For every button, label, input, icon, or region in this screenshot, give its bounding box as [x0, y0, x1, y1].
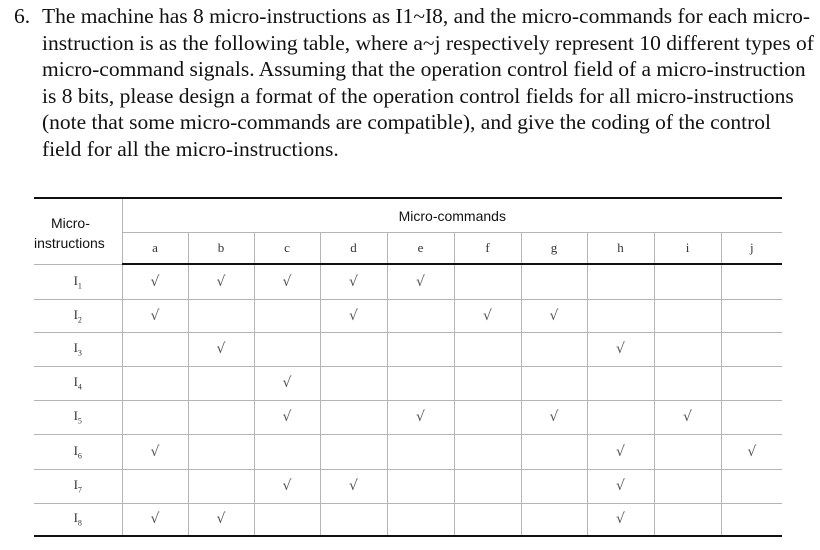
row-label — [34, 400, 122, 434]
cell-d — [320, 332, 387, 366]
column-header-d: d — [320, 233, 387, 265]
cell-a — [122, 366, 188, 400]
table-row — [34, 366, 782, 400]
check-mark-icon: √ — [150, 443, 160, 460]
row-label-letter: I — [73, 306, 78, 322]
micro-instructions-header-line2: instructions — [34, 235, 105, 252]
cell-g — [521, 332, 587, 366]
table-row — [34, 469, 782, 503]
cell-h — [587, 469, 654, 503]
check-mark-icon: √ — [282, 409, 292, 425]
check-mark-icon: √ — [282, 478, 292, 494]
check-mark-icon: √ — [747, 443, 757, 460]
row-label — [34, 264, 122, 299]
cell-e — [387, 400, 454, 434]
cell-f — [454, 366, 521, 400]
check-mark-icon: √ — [549, 307, 559, 324]
cell-c — [254, 503, 320, 536]
cell-e — [387, 299, 454, 332]
cell-c — [254, 400, 320, 434]
column-header-e: e — [387, 233, 454, 265]
micro-instructions-header-line1: Micro- — [51, 215, 90, 232]
check-mark-icon: √ — [616, 341, 625, 357]
cell-f — [454, 332, 521, 366]
cell-i — [654, 503, 721, 536]
cell-d — [320, 434, 387, 469]
cell-h — [587, 299, 654, 332]
table-row — [34, 332, 782, 366]
check-mark-icon: √ — [216, 511, 226, 528]
row-label-letter: I — [73, 408, 78, 424]
cell-i — [654, 469, 721, 503]
row-label-index: 2 — [77, 315, 82, 325]
cell-f — [454, 400, 521, 434]
cell-g — [521, 503, 587, 536]
cell-j — [721, 503, 782, 536]
check-mark-icon: √ — [216, 341, 226, 357]
check-mark-icon: √ — [349, 307, 358, 324]
cell-d — [320, 503, 387, 536]
micro-instructions-header — [34, 198, 122, 264]
question-block — [14, 3, 814, 163]
cell-i — [654, 332, 721, 366]
cell-j — [721, 299, 782, 332]
cell-a — [122, 469, 188, 503]
cell-a — [122, 400, 188, 434]
cell-h — [587, 366, 654, 400]
cell-i — [654, 400, 721, 434]
cell-d — [320, 264, 387, 299]
check-mark-icon: √ — [549, 409, 559, 425]
table-row — [34, 264, 782, 299]
row-label-index: 4 — [77, 382, 82, 392]
column-header-h: h — [587, 233, 654, 265]
check-mark-icon: √ — [616, 511, 625, 528]
row-label — [34, 434, 122, 469]
check-mark-icon: √ — [216, 273, 226, 290]
cell-a — [122, 332, 188, 366]
cell-e — [387, 332, 454, 366]
check-mark-icon: √ — [616, 478, 625, 494]
check-mark-icon: √ — [349, 478, 358, 494]
table-row — [34, 434, 782, 469]
row-label-letter: I — [73, 374, 78, 390]
cell-h — [587, 264, 654, 299]
cell-i — [654, 434, 721, 469]
question-number: 6. — [14, 4, 31, 28]
cell-g — [521, 366, 587, 400]
row-label — [34, 299, 122, 332]
check-mark-icon: √ — [616, 443, 625, 460]
column-header-g: g — [521, 233, 587, 265]
cell-f — [454, 299, 521, 332]
check-mark-icon: √ — [416, 409, 425, 425]
cell-c — [254, 434, 320, 469]
cell-f — [454, 503, 521, 536]
check-mark-icon: √ — [349, 273, 358, 290]
cell-g — [521, 299, 587, 332]
row-label-letter: I — [73, 477, 78, 493]
cell-j — [721, 469, 782, 503]
cell-c — [254, 299, 320, 332]
cell-i — [654, 264, 721, 299]
cell-b — [188, 503, 254, 536]
row-label-index: 5 — [77, 416, 82, 426]
check-mark-icon: √ — [150, 273, 160, 290]
cell-f — [454, 469, 521, 503]
check-mark-icon: √ — [282, 273, 292, 290]
cell-c — [254, 264, 320, 299]
cell-c — [254, 366, 320, 400]
row-label-letter: I — [73, 272, 78, 288]
check-mark-icon: √ — [282, 375, 292, 391]
cell-j — [721, 434, 782, 469]
cell-h — [587, 332, 654, 366]
check-mark-icon: √ — [150, 307, 160, 324]
cell-d — [320, 299, 387, 332]
row-label — [34, 469, 122, 503]
cell-e — [387, 469, 454, 503]
table-row — [34, 400, 782, 434]
cell-b — [188, 400, 254, 434]
cell-e — [387, 366, 454, 400]
column-header-i: i — [654, 233, 721, 265]
column-header-a: a — [122, 233, 188, 265]
column-header-j: j — [721, 233, 782, 265]
row-label — [34, 366, 122, 400]
row-label-letter: I — [73, 442, 78, 458]
cell-g — [521, 469, 587, 503]
micro-commands-header: Micro-commands — [122, 198, 782, 233]
cell-f — [454, 434, 521, 469]
cell-e — [387, 503, 454, 536]
cell-h — [587, 400, 654, 434]
cell-d — [320, 400, 387, 434]
cell-b — [188, 434, 254, 469]
column-letter-row — [34, 233, 782, 265]
cell-h — [587, 434, 654, 469]
cell-b — [188, 366, 254, 400]
cell-a — [122, 434, 188, 469]
cell-i — [654, 366, 721, 400]
row-label-letter: I — [73, 510, 78, 526]
row-label-index: 6 — [77, 451, 82, 461]
check-mark-icon: √ — [483, 307, 492, 324]
row-label-letter: I — [73, 340, 78, 356]
cell-g — [521, 434, 587, 469]
row-label-index: 3 — [77, 348, 82, 358]
table-row — [34, 503, 782, 536]
table-row — [34, 299, 782, 332]
check-mark-icon: √ — [150, 511, 160, 528]
cell-c — [254, 469, 320, 503]
cell-e — [387, 434, 454, 469]
cell-d — [320, 469, 387, 503]
cell-e — [387, 264, 454, 299]
cell-b — [188, 469, 254, 503]
micro-commands-table — [34, 197, 782, 537]
column-header-f: f — [454, 233, 521, 265]
cell-g — [521, 264, 587, 299]
cell-b — [188, 299, 254, 332]
cell-j — [721, 400, 782, 434]
cell-j — [721, 366, 782, 400]
cell-a — [122, 299, 188, 332]
column-header-c: c — [254, 233, 320, 265]
row-label-index: 1 — [77, 281, 82, 291]
cell-h — [587, 503, 654, 536]
check-mark-icon: √ — [416, 273, 425, 290]
cell-f — [454, 264, 521, 299]
cell-j — [721, 332, 782, 366]
column-header-b: b — [188, 233, 254, 265]
row-label-index: 8 — [77, 519, 82, 529]
cell-j — [721, 264, 782, 299]
cell-b — [188, 332, 254, 366]
row-label — [34, 503, 122, 536]
cell-i — [654, 299, 721, 332]
row-label-index: 7 — [77, 485, 82, 495]
cell-g — [521, 400, 587, 434]
cell-c — [254, 332, 320, 366]
table-body — [34, 264, 782, 536]
cell-a — [122, 264, 188, 299]
check-mark-icon: √ — [683, 409, 692, 425]
cell-a — [122, 503, 188, 536]
row-label — [34, 332, 122, 366]
cell-d — [320, 366, 387, 400]
question-text: The machine has 8 micro-instructions as I1~I8, and the micro-commands for each micro-instruction is as the following table, where a~j respectively represent 10 different types of micro-command signals. Assuming that the operation control field of a micro-instruction is 8 bits, please design a format of the operation control fields for all micro-instructions (note that some micro-commands are compatible), and give the coding of the control field for all the micro-instructions. — [42, 4, 814, 161]
cell-b — [188, 264, 254, 299]
